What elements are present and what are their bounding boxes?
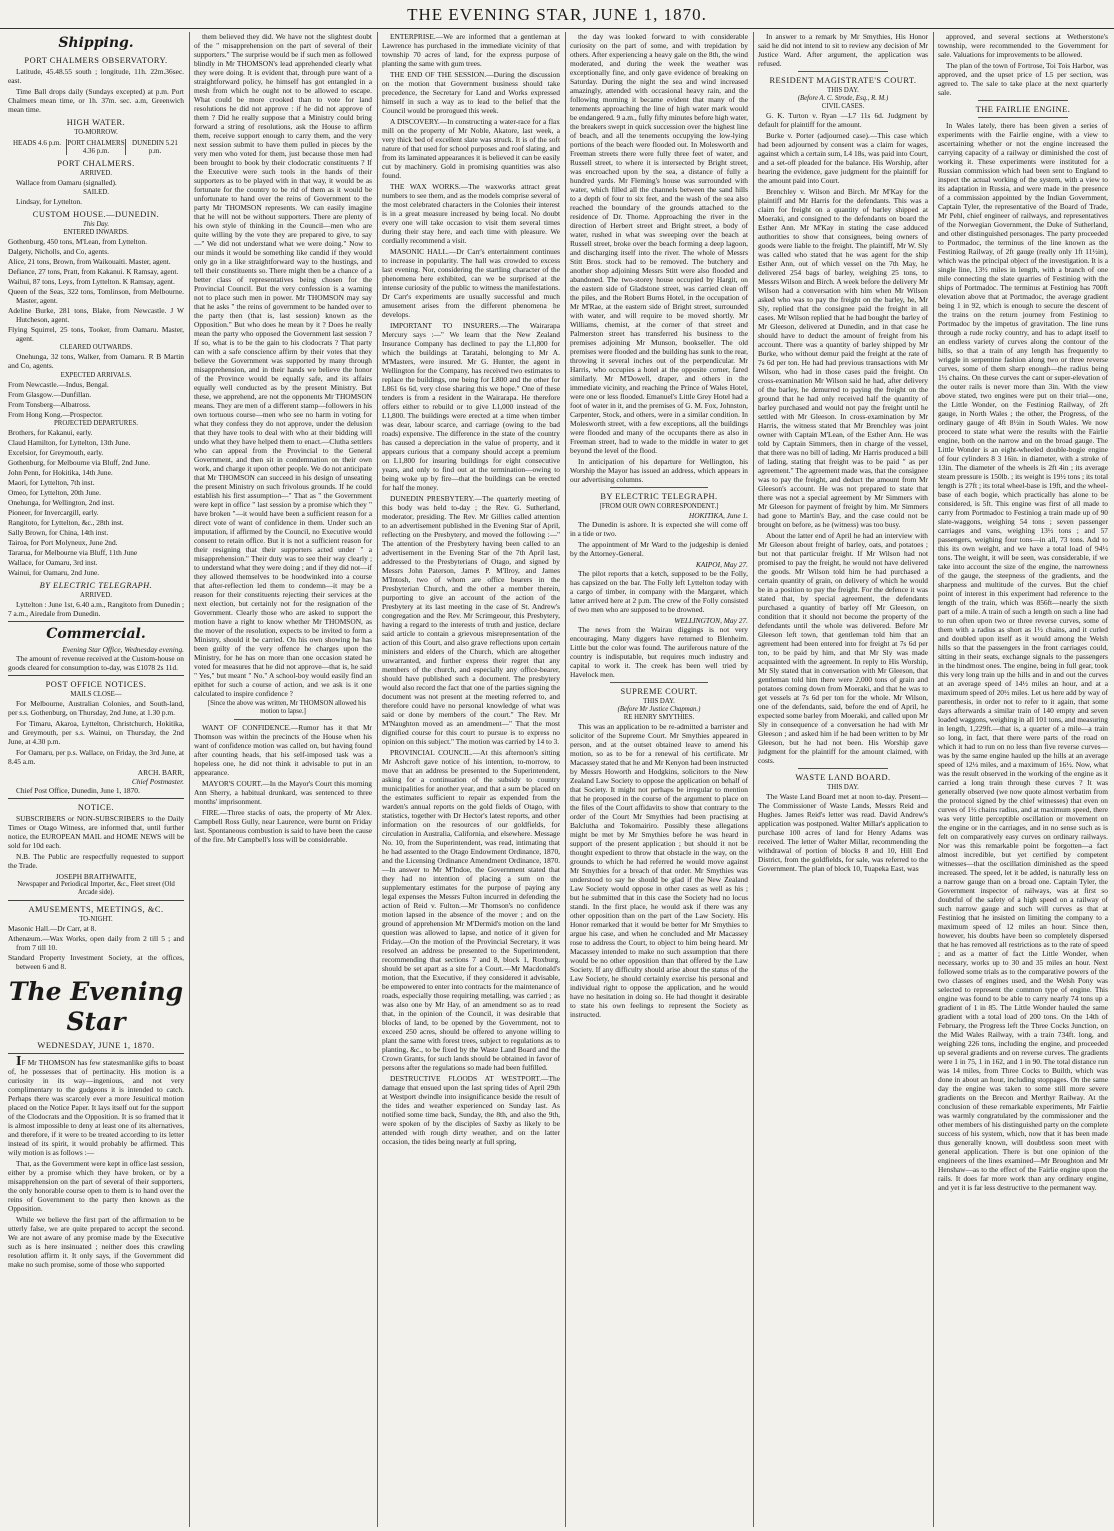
leader-text: F Mr THOMSON has few statesmanlike gifts to boast of, he possesses that of pertinacity. His motion is a curiosity in its way—ingenious, and not very complimentary to the gudgeons it is intended to catch. Perhaps there was scarcely ever a more Jesuitical motion placed on the Notice Paper. It lays itself out for the support of the Clodocrats and the Opposition. It is so framed that it is almost impossible to deny at least one of its alternatives, and therefore, if it were to be treated according to its letter instead of its spirit, it would probably be affirmed. This wily motion is as follows :— (8, 1058, 184, 1157)
list-item: Queen of the Seas, 322 tons, Tomlinson, from Melbourne. Master, agent. (8, 287, 184, 305)
telegraph-text: Lyttelton : June 1st, 6.40 a.m., Rangitoto from Dunedin ; 7 a.m., Airedale from Dunedin. (8, 600, 184, 618)
amusements-heading: AMUSEMENTS, MEETINGS, &C. (28, 905, 164, 914)
kaipoi-dateline: KAIPOI, May 27. (695, 560, 748, 569)
divider (978, 117, 1068, 118)
list-item: Tararua, for Melbourne via Bluff, 11th June (8, 548, 138, 557)
post-item: For Melbourne, Australian Colonies, and South-land, per s.s. Gothenburg, on Thursday, 2nd June, at 1.30 p.m. (8, 699, 184, 717)
list-item: Sally Brown, for China, 14th inst. (8, 528, 109, 537)
telegraph-arrived: ARRIVED. (80, 592, 112, 599)
list-item: John Penn, for Hokitika, 14th June. (8, 468, 113, 477)
waste-land-heading: WASTE LAND BOARD. (795, 773, 891, 782)
arrived-label: ARRIVED. (80, 170, 112, 177)
list-item: Athenæum.—Wax Works, open daily from 2 till 5 ; and from 7 till 10. (8, 934, 184, 952)
kaipoi-text: The pilot reports that a ketch, supposed to be the Folly, has capsized on the bar. The Folly left Lyttelton today with a cargo of timber, in company with the Margaret, which latter arrived here at 2 p.m. The crew of the Folly consisted of two men who are supposed to be drowned. (570, 569, 748, 614)
divider (8, 1053, 184, 1054)
column-3 (382, 32, 560, 1527)
article-discovery: A DISCOVERY.—In constructing a water-race for a flax mill on the property of Mr Noble, Akatore, last week, a very thick bed of excellent slate was struck. It is of the soft nature of that used for school purposes and roof slating, and from its laminated appearances it is believed it can be easily cut by machinery. Gold in promising quantities was also found. (382, 117, 560, 180)
post-heading: POST OFFICE NOTICES. (45, 680, 147, 689)
waste-land-day: THIS DAY. (827, 784, 859, 791)
list-item: Waihui, 87 tons, Leys, from Lyttelton. K Ramsay, agent. (8, 277, 175, 286)
divider (234, 719, 332, 720)
commercial-heading: Commercial. (46, 626, 146, 642)
list-item: Maori, for Lyttelton, 7th inst. (8, 478, 95, 487)
supreme-court-heading: SUPREME COURT. (620, 687, 698, 696)
post-sign: ARCH. BARR, (137, 768, 184, 777)
time-ball-text: Time Ball drops daily (Sundays excepted) at p.m. Port Chalmers mean time, or 1h. 37m. sec. a.m, Greenwich mean time. (8, 87, 184, 114)
post-item: For Timaru, Akaroa, Lyttelton, Christchurch, Hokitika, and Greymouth, per s.s. Wainui, on Thursday, the 2nd June, at 4.30 p.m. (8, 719, 184, 746)
wellington-text: The news from the Wairau diggings is not very encouraging. Many diggers have returned to Blenheim. Little but the color was found. The auriferous nature of the country is indisputable, but requires much industry and capital to work it. The creek has been well tried by Havelock men. (570, 625, 748, 679)
list-item: Onehunga, for Wellington, 2nd inst. (8, 498, 115, 507)
list-item: Claud Hamilton, for Lyttelton, 13th June. (8, 438, 131, 447)
column-rule (377, 32, 378, 1527)
supreme-court-day: THIS DAY. (643, 698, 675, 705)
observatory-heading: PORT CHALMERS OBSERVATORY. (24, 56, 168, 65)
entered-label: ENTERED INWARDS. (63, 229, 129, 236)
dateline: WEDNESDAY, JUNE 1, 1870. (37, 1041, 155, 1050)
customs-heading: CUSTOM HOUSE.—DUNEDIN. (32, 210, 160, 219)
divider (8, 900, 184, 901)
article-westport-floods: DESTRUCTIVE FLOODS AT WESTPORT.—The damage that ensued upon the last spring tides of April 29th at Westport dwindle into insignificance beside the result of the tides and weather experienced on Sunday last. As notified some time back, Sunday, the 8th, and also the 9th, were spoken of by the disciples of Saxby as likely to be attended with rough dirty weather, and on the latter occasion, the tides being nearly at full spring, (382, 1074, 560, 1146)
divider (798, 71, 888, 72)
supreme-court-case: RE HENRY SMYTHIES. (623, 714, 695, 721)
list-item: Masonic Hall.—Dr Carr, at 8. (8, 924, 97, 933)
commercial-office: Evening Star Office, Wednesday evening. (62, 645, 184, 654)
departures-label: PROJECTED DEPARTURES. (54, 420, 138, 427)
customs-day: This Day. (82, 221, 110, 228)
mails-close: MAILS CLOSE— (70, 691, 122, 698)
divider (798, 768, 888, 769)
list-item: Standard Property Investment Society, at the offices, between 6 and 8. (8, 953, 184, 971)
list-item: Rangitoto, for Lyttelton, &c., 28th inst. (8, 518, 124, 527)
divider (8, 621, 184, 622)
port-heading: PORT CHALMERS. (57, 159, 135, 168)
telegraph-heading-2: BY ELECTRIC TELEGRAPH. (600, 492, 718, 501)
evening-star-banner: The Evening Star (8, 977, 184, 1036)
divider (8, 675, 184, 676)
tomorrow-label: TO-MORROW. (74, 129, 118, 136)
fortrose-text: The plan of the town of Fortrose, Toi Tois Harbor, was approved, and the upset price of L5 per section, was agreed to. The sale to take place at the next quarterly sale. (938, 61, 1108, 97)
divider (610, 487, 708, 488)
article-mayors-court: MAYOR'S COURT.—In the Mayor's Court this morning Ann Sherry, a habitual drunkard, was sentenced to three months' imprisonment. (194, 779, 372, 806)
column-rule (753, 32, 754, 1527)
article-wax-works: THE WAX WORKS.—The waxworks attract great numbers to see them, and as the models comprise several of the most celebrated characters in the Colonies their interest is in a great measure increased by being local. No doubt every one will take occasion to visit them several times during their stay here, and each time with pleasure. We cordially recommend a visit. (382, 182, 560, 245)
departures-list (8, 428, 184, 577)
tide-heads: HEADS 4.6 p.m. (12, 139, 62, 147)
leader-quote: That, as the Government were kept in office last session, either by a promise which they have broken, or by a misapprehension on the part of several of their supporters, the only honorable course open to them is to hand over the reins of Government to the party then known as the Opposition. (8, 1159, 184, 1213)
column-rule (933, 32, 934, 1527)
list-item: From Tonsberg—Albatross. (8, 400, 91, 409)
civil-case: G. K. Turton v. Ryan —L7 11s 6d. Judgment by default for plaintiff for the amount. (758, 111, 928, 129)
cleared-label: CLEARED OUTWARDS. (59, 344, 133, 351)
commercial-text: The amount of revenue received at the Custom-house on goods cleared for consumption to-day, was £1078 2s 11d. (8, 654, 184, 672)
observatory-text: Latitude, 45.48.55 south ; longitude, 11h. 22m.36sec. east. (8, 67, 184, 85)
newspaper-columns (8, 32, 1108, 1527)
amusements-list (8, 924, 184, 971)
list-item: Alice, 21 tons, Brown, from Waikouaiti. Master, agent. (8, 257, 171, 266)
list-item: Pioneer, for Invercargill, early. (8, 508, 99, 517)
post-item: For Oamaru, per p.s. Wallace, on Friday, the 3rd June, at 8.45 a.m. (8, 748, 184, 766)
article-masonic-hall: MASONIC HALL.—Dr Carr's entertainment continues to increase in popularity. The hall was crowded to excess last evening. Nor, considering the startling character of the phenomena here exhibited, can we be surprised at the intense curiosity of the public to witness the manifestations. Dr Carr's experiments are usually successful and much amusement arises from the different phenomena he develops. (382, 247, 560, 319)
article-fire: FIRE.—Three stacks of oats, the property of Mr Alex. Campbell Ross Gully, near Laurence, were burnt on Friday last. Spontaneous combustion is said to have been the cause of the fire. Mr Campbell's loss will be considerable. (194, 808, 372, 844)
rm-court-day: THIS DAY. (827, 87, 859, 94)
telegraph-heading: BY ELECTRIC TELEGRAPH. (39, 581, 153, 590)
leader-paragraph (8, 1054, 184, 1157)
leader-body: them believed they did. We have not the slightest doubt of the " misapprehension on the part of several of their supporters." The surprise would be if such men as followed blindly in Mr THOMSON's lead apprehended clearly what they were doing. It is evident that, through pure want of a straightforward policy, he himself has got entangled in a mesh from which he ought not to be allowed to escape. What could be more crooked than to vote for land resolutions he did not approve : if he did not approve of them ? Did he really suppose that a Ministry could bring forward a string of resolutions, ask the House to affirm them, receive support enough to carry them, and the very next session submit to have them pulled in pieces by the very men who voted for them, just because those men had been brought to book by their clodocratic constituents ? If the Executive were such tools in the hands of their supporters as to be played with in that way, it would be as fortunate for the country to be rid of them as it would be unfortunate to hand over the reins of Government to the party Mr THOMSON represents. We can easily imagine that he will not be without supporters. There are plenty of his own style of thinking in the Council—men who are quite willing by the vote they are prepared to give, to say—" We did not understand what we were doing." Now to our minds it would be something like candid if they would only go in a like straightforward way to the hustings, and tell their constituents so. There might then be a chance of a better class of representatives being chosen for the Provincial Council. But the very confession is a warning not to place such men in power. Mr THOMSON may say that he asks " the reins of government to be handed over to the party then (that is, last session) known as the Opposition." But who does he mean by it ? Does he really mean the party who opposed the Government last session ? If so, what is to be the gain to his clodocrats ? That party can with a safe conscience affirm by their votes that they believe the Government was supported by many through misapprehension, and in their hands we believe the honor of the Province would be equally safe, and its affairs equally well conducted as by the present Ministry. But these, we apprehend, are not the opponents Mr THOMSON means. They are men of a different stamp—followers in his own tortuous course—men who see no harm in voting for what they confess they do not approve, under the delusion that they have tools to deal with who at their bidding will undo what they have helped them to enact.—Clutha settlers who can appeal from the Provincial to the General Government, and then sit in condemnation on their own work, and charge it upon other people. We do not anticipate that Mr THOMSON can succeed in his design of unseating the present Ministry on such frivolous grounds. If he could establish his first assumption—" That as " the Government were kept in office " last session by a promise which they " have broken "—it would have been a sufficient reason for a direct vote of want of confidence in them. Under such an imputation, if affirmed by the Council, no Executive would consent to retain office. But it is not a sufficient reason for their resigning that their supporters acted under " a misapprehension." Their duty was to see their way clearly ; to understand what they were doing ; and if they did not—if they allowed themselves to be hoodwinked into a course that after-reflection led them to condemn—it may be a reason for their constituents rejecting their services at the next election, but certainly not for the resignation of the Government. Clearly those who are asked to support the motion have a right to know whether Mr THOMSON, as the mover of the resolution, expects to be invited to form a Ministry, should it be carried. On his own showing he has been guilty of the very offence he charges upon the Ministry, for he has on more than one occasion stated he voted for measures that he did not approve—that is, he said " Yes," but meant " No." A school-boy would easily find an epithet for such a course of action, and we ask is it one calculated to inspire confidence ? (194, 32, 372, 698)
post-office: Chief Post Office, Dunedin, June 1, 1870. (16, 786, 140, 795)
list-item: Adeline Burke, 281 tons, Blake, from Newcastle. J W Hutcheson, agent. (8, 306, 184, 324)
tide-dunedin: DUNEDIN 5.21 p.m. (125, 139, 184, 155)
civil-cases-label: CIVIL CASES. (821, 103, 865, 110)
hokitika-dateline: HOKITIKA, June 1. (688, 511, 748, 520)
list-item: Gothenburg, 450 tons, M'Lean, from Lyttelton. (8, 237, 147, 246)
editor-note: [Since the above was written, Mr THOMSON allowed his motion to lapse.] (207, 700, 367, 715)
expected-label: EXPECTED ARRIVALS. (60, 372, 132, 379)
fairlie-text: In Wales lately, there has been given a series of experiments with the Fairlie engine, with a view to ascertaining whether or not the engine increased the carrying capacity of a railway or diminished the cost of working it. These experiments were instituted for a Russian commission which had been sent to England to inspect the actual working of the system, with a view to its adaptation in Russia, and were made in the presence of a commission appointed by the Indian Government, Captain Tyler, the representative of the Board of Trade, Mr Pehl, chief engineer of railways, and representatives of the Norwegian Government, the Duke of Sutherland, and other distinguished personages. The party proceeded to Portmadoc, the terminus of the line known as the Festiniog Railway, of 2ft gauge (really only 1ft 11½in), which was the principal object of the investigation. It is a single line, 13½ miles in length, with a branch of one mile connecting the slate quarries of Festiniog with the ships of Portmadoc. The terminus at Festiniog has 700ft elevation above that at Portmadoc, the average gradient being 1 in 92, which is enough to secure the descent of the trains on the return journey from Festiniog to Portmadoc by the impetus of gravitation. The line runs through a rude rocky country, and has to adapt itself to an endless variety of curves along the contour of the hills, so that a train of any length has frequently to wriggle in serpentine fashion along two or three reverse curves, some of them sharp enough—the radius being 1½ chains. On these curves the cant or super-elevation of the outer rails is never more than 3in. With the view above stated, two engines were put on their trial—one, the Little Wonder, on the Festiniog Railway, of 2ft gauge, in North Wales ; the other, the Progress, of the ordinary gauge of 4ft 8½in in South Wales. We now proceed to state what were the results with the Fairlie engine, both on the narrow and on the broad gauge. The Little Wonder is an eight-wheeled double-bogie engine of four cylinders 8 3 16in. in diameter, with a stroke of 13in. The diameter of the wheels is 2ft 4in ; its average steam pressure is 150lb. ; its weight is 19½ tons ; its total length is 27ft ; its total wheel-base is 19ft, and the wheel-base of each bogie, which practically has alone to be considered, is 5ft. This engine was first of all made to carry from Portmadoc to Festiniog a train made up of 90 slate-waggons, weighing 54 tons ; seven passenger carriages and vans, weighing 13½ tons ; and 57 passengers, weighing four tons—in all, 73 tons. Add to this its own weight, and we have a total load of 94½ tons. The weight, it will be seen, was considerable, if we take into account the size of the engine, the narrowness of the gauge, the steepness of the gradients, and the sharpness and multitude of the curves. But the chief point of interest in this experiment had reference to the length of the train, which was 856ft—nearly the sixth part of a mile. A train of such a length on such a line had to run often upon two or three reverse curves, some of them with a radius as short as 1½ chains, and it curled and doubled upon itself as it would among the Welsh hills so that the passengers in the front carriages could, sitting in their seats, exchange signals to the passengers in the hindmost ones. The engine, being in full gear, took this very long train up the hills and in and out the curves at an average speed of 14½ miles an hour, and at a maximum speed of 20½ miles. Let us here add by way of parenthesis, in order not to refer to it again, that some days afterwards a similar train of 140 empty and seven loaded waggons, weighing in all 101 tons, and measuring in length, 1,229ft.—that is, a quarter of a mile—a train so long, in fact, that there were parts of the road on which it had to run on no less than five reverse curves—was by the same engine hauled up the hills at an average speed of 12¼ miles, and a maximum of 16½. Now, what was the result observed in the working of the engine as it carried a long train through these curves ? It was generally observed (we now quote almost verbatim from the protocol signed by the chief witnesses) that even on curves of 1½ chains radius, and at maximum speed, there was very little perceptible oscillation or movement on the engine or in the carriages, and in no sense such as is felt on comparatively easy curves on ordinary railways. Nor was this remarkable point be forgotten—a fact almost incredible, but yet certified by competent witnesses—that the oscillation diminished as the speed increased. The speed, let it be added, is naturally less on a narrow gauge than on a broad one. Captain Tyler, the Government inspector of railways, was at first so doubtful of the safety of a high speed on a railway of such narrow gauge and such will curves as that at Festiniog that he insisted on limiting the company to a maximum speed of 12 miles an hour. Since then, however, his doubts have been so completely dispersed that he has removed all restrictions as to the rate of speed ; and as a matter of fact the Little Wonder, when necessary, works up to 30 and 35 miles an hour. Next followed some trials as to the comparative powers of the two classes of engines used, and the Welsh Pony was selected to represent the common type of engine. This engine was found to be able to carry nearly 74 tons up a gradient of 1 in 85. The Little Wonder hauled the same gradient with a total load of 200 tons. On the 14th of February, the Progress left the Three Cocks Junction, on the Mid Wales Railway, with a train 734ft. long, and weighing 226 tons, including the engine, and proceeded up several gradients and on reverse curves. The gradients were 1 in 75, 1 in 162, and 1 in 90. The total distance run was 14 miles, from Three Cocks to Builth, which was done in about an hour, including stoppages. On the same day the engine was taken to some still more severe gradients on the Brecon and Merthyr Railway. At the conclusion of these remarkable experiments, Mr Fairlie was warmly congratulated by the commissioner and the other members of his distinguished party on the complete success of his system, which, now that it has been made thus generally known, will doubtless soon meet with general application. There is but one opinion of the engineers of the lines examined—Mr Broughton and Mr Henshaw—as to the effect of the Fairlie engine upon the rails. It does far more work than any ordinary engine, and yet it is far less destructive to the permanent way. (938, 121, 1108, 1192)
arrived-text: Wallace from Oamaru (signalled). (16, 178, 117, 187)
list-item: Wallace, for Oamaru, 3rd inst. (8, 558, 98, 567)
hokitika-text: The Dunedin is ashore. It is expected she will come off in a tide or two. (570, 520, 748, 538)
list-item: Brothers, for Kakanui, early. (8, 428, 93, 437)
waste-land-text: The Waste Land Board met at noon to-day. Present—The Commissioner of Waste Lands, Messrs Reid and Hughes. James Reid's letter was read. David Andrew's application was postponed. Walter Millar's application to purchase 100 acres of land for Henry Adams was received. The letter of Walter Millar, recommending the withdrawal of portion of blocks 8 and 10, Hill End District, from the goldfields, for sale, was referred to the Government. The plan of block 10, Tuapeka East, was (758, 792, 928, 873)
column-2 (194, 32, 372, 1527)
article-presbytery: DUNEDIN PRESBYTERY.—The quarterly meeting of this body was held to-day ; the Rev. G. Sutherland, moderator, presiding. The Rev. Mr Gillies called attention to an advertisement published in the Evening Star of April, reflecting on the Presbytery, and moved the following :—" The attention of the Presbytery having been called to an advertisement in the Evening Star of the 7th April last, addressed to the Presbyterians of Otago, and signed by Messrs John Paterson, James P. M'Ilroy, and James M'Intosh, two of whom are office bearers in the Presbyterian Church, and the other a member therein, purporting to give an account of the action of the Presbytery at its last meeting in the case of St. Andrew's congregation and the Rev. Mr Scrimgeour, this Presbytery, having a regard to the interests of truth and justice, declare said article to contain a grievous misrepresentation of the action of this Court, and also grave reflections upon certain ministers and elders of the Church, which are altogether unwarranted, and further express their regret that any members of the church, and especially any office-bearer, should have published such a document. The presbytery would also record the fact that one of the parties signing the document was not present at the meeting referred to, and therefore could have no personal knowledge of what was said or done by members of the court." The Rev. Mr M'Naughton moved as an amendment—" That the most dignified course for this court to pursue is to express no opinion on this subject." The motion was carried by 14 to 3. (382, 494, 560, 746)
list-item: Omeo, for Lyttelton, 20th June. (8, 488, 101, 497)
masthead-title: THE EVENING STAR, JUNE 1, 1870. (407, 5, 707, 24)
high-water-heading: HIGH WATER. (66, 118, 126, 127)
entered-list (8, 237, 184, 343)
expected-list (8, 380, 184, 419)
list-item: Excelsior, for Greymouth, early. (8, 448, 104, 457)
tonight-label: TO-NIGHT. (79, 916, 113, 923)
notice-sign-2: Newspaper and Periodical Importer, &c., Fleet street (Old Arcade side). (17, 881, 175, 896)
article-want-of-confidence: WANT OF CONFIDENCE.—Rumor has it that Mr Thomson was within the precincts of the House when his want of confidence motion was called on, but having found after counting heads, that his self-imposed task was a hopeless one, he did not think it advisable to put in an appearance. (194, 723, 372, 777)
notice-heading: NOTICE. (77, 803, 115, 812)
post-sign-title: Chief Postmaster. (131, 777, 184, 786)
notice-text: SUBSCRIBERS or NON-SUBSCRIBERS to the Daily Times or Otago Witness, are informed that, until further notice, the EUROPEAN MAIL and HOME NEWS will be sold for 10d each. (8, 814, 184, 850)
list-item: Wainui, for Oamaru, 2nd June. (8, 568, 100, 577)
supreme-court-text: This was an application to be re-admitted a barrister and solicitor of the Supreme Court. Mr Smythies appeared in person, and at the outset obtained leave to amend his motion, so as to be for a renewal of his certificate. Mr Macassey stated that he and Mr Kenyon had been instructed by Messrs Howorth and Hodgkins, solicitors to the New Zealand Law Society to oppose the application on behalf of that Society. It might not perhaps be irregular to mention that he proposed in the course of the argument to place on the files of the Court affidavits to show that contrary to the order of the Court Mr Smythies had been practising at Balclutha and Tokomairiro. Possibly these allegations might be met by Mr Smythies before he was heard in support of the present application ; but should it not be thought expedient to throw that obstacle in the way, on the grounds to which he had referred he would move against Mr Smythies for a breach of that order. Mr Smythies was understood to say he should be glad if the New Zealand Law Society would oppose in other cases as well as his ; but he submitted that in this case the Society had no locus standi. In the first place, he would ask if there was any other opposition than on the part of the Law Society. His Honor remarked that it would be better for Mr Smythies to argue his case, and when he concluded and Mr Macassey rose to address the Court, to object to him being heard. Mr Macassey intended to make no such assumption that there would be no other opposition than that offered by the Law Society. If any difficulty should arise about the status of the Law Society, he should certainly exercise his personal and individual right to oppose the application, and he would have no hesitation in doing so. He had thought it desirable to state his own feelings to represent the Society as instructed. (570, 722, 748, 1019)
civil-case: Brenchley v. Wilson and Birch. Mr M'Kay for the plaintiff and Mr Harris for the defendants. This was a claim for freight on a quantity of barley shipped at Moeraki, and consigned to the defendants on board the Esther Ann. Mr M'Kay in stating the case adduced authorities to show that consignees, being owners of goods were liable to the freight. The plaintiff, Mr W. Sly was called who stated that he was agent for the ship Esther Ann, out of which vessel on the 7th May, he delivered 254 bags of barley, weighing 25 tons, to Messrs Wilson and Birch. A week before the delivery Mr Wilson had a conversation with him when Mr Wilson asked who was to pay the freight on the barley, he, Mr Sly, replied that the consignee paid the freight in all cases. Mr Wilson replied that he had bought the barley of Mr Gleeson, delivered at Dunedin, and in that case he should have to deduct the amount of freight from his account. There was a quantity of barley shipped by Mr Burke, who without demur paid the freight at the rate of 7s 6d per ton. He had had previous transactions with Mr Wilson, who had in those cases paid the freight. On cross-examination Mr Wilson said he had, after delivery of the barley, he demurred to paying the freight on the ground that he had only received half the quantity of barley purchased and would not pay the freight until he settled with Mr Gleeson. In cross-examination by Mr Harris, the witness stated that Mr Brenchley was joint owner with Captain M'Lean, of the Esther Ann. He was told by Captain Simmers, then in charge of the vessel, that there was no bill of lading. Mr Harris produced a bill of lading, stating that freight was to be paid " as per agreement." The agreement made was, that the consignee was to pay the freight, and deduct the amount from Mr Gleeson's account. He was not prepared to state that there was not a special agreement by Mr Simmers with Mr Gleeson for payment of freight by him. Mr Simmers had gone to Martin's Bay, and the case could not be brought on before, as he (witness) was too busy. (758, 187, 928, 529)
sailed-text: Lindsay, for Lyttelton. (16, 197, 83, 206)
wellington-dateline: WELLINGTON, May 27. (674, 616, 748, 625)
correspondent-label: [FROM OUR OWN CORRESPONDENT.] (599, 503, 719, 510)
civil-case: About the latter end of April he had an interview with Mr Gleeson about freight of barley, oats, and potatoes ; but not that particular freight. If Mr Wilson had not promised to pay the freight, he would not have delivered the goods. Mr Wilson told him he had purchased a certain quantity of grain, on delivery of which he would be in a position to pay the freight. For the defence it was stated that, by special agreement, the defendants purchased a quantity of barley off Mr Gleeson, on condition that it should not become the property of the defendants until the whole was delivered. Before Mr Gleeson left town, that gentleman told him that an agreement had been entered into for freight at 7s 6d per ton, to be paid by him, and that Mr Sly was made acquainted with the agreement. In reply to His Worship, Mr Sly stated that in conversation with Mr Gleeson, that gentleman told him there were 2,000 tons of grain and potatoes coming down from Moeraki, and that he was to get vessels at 7s 6d per ton for the whole. Mr Wilson, one of the defendants, said, before the end of April, he expected some barley from Moeraki, and called upon Mr Sly in consequence of a conversation he had with Mr Gleeson ; and asked him if he had been written to by Mr Gleeson, but he had not been. His Worship gave judgment for the plaintiff for the amount claimed, with costs. (758, 531, 928, 765)
column-4 (570, 32, 748, 1527)
list-item: From Hong Kong.—Prospector. (8, 410, 103, 419)
article-mayor-address: In anticipation of his departure for Wellington, his Worship the Mayor has issued an address, which appears in our advertising columns. (570, 457, 748, 484)
article-insurers: IMPORTANT TO INSURERS.—The Wairarapa Mercury says :—" We learn that the New Zealand Insurance Company has declined to pay the L1,800 for which the buildings at Taratahi, belonging to Mr A. M'Masters, were insured. Mr G. Hunter, the agent in Wellington for the Company, has received two estimates to replace the buildings, one being for L800 and the other for L861 6s 6d, very close sharing this we hope." One of these tenders is from a resident in the Wairarapa. He therefore offers either to rebuild or to give L1,000 instead of the L1,800. The buildings were erected at a time when timber was dear, labour scarce, and carriage (owing to the bad roads) expensive. The difference in the state of the country has caused a depreciation in the value of property, and it appears curious that a company should accept a premium on L1,800 for insuring buildings for eight consecutive years, and only to find out at the termination—owing to being woke up by fire—that the buildings can be erected for half the money. (382, 321, 560, 492)
masthead (0, 0, 1114, 29)
fairlie-heading: THE FAIRLIE ENGINE. (975, 105, 1071, 114)
supreme-court-before: (Before Mr Justice Chapman.) (617, 706, 701, 713)
column-5 (758, 32, 928, 1527)
article-enterprise: ENTERPRISE.—We are informed that a gentleman at Lawrence has purchased in the immediate vicinity of that township 70 acres of land, for the express purpose of planting the same with gum trees. (382, 32, 560, 68)
leader-dropcap: I (16, 1054, 22, 1069)
waste-land-continued: approved, and several sections at Wetherstone's township, were recommended to the Government for sale. Valuations for improvements to be allowed. (938, 32, 1108, 59)
list-item: From Newcastle.—Indus, Bengal. (8, 380, 109, 389)
sailed-label: SAILED. (83, 189, 109, 196)
tide-port-chalmers: PORT CHALMERS 4.36 p.m. (67, 139, 125, 155)
article-westport-continued: the day was looked forward to with considerable curiosity on the part of some, and with trepidation by others. After experiencing a heavy gale on the 8th, the wind moderated, and during the week the weather was exceptionally fine, and only gave evidence of breaking on Saturday. During the night the sea and wind increased amazingly, attended with occasional heavy rain, and the following morning it became evident that many of the tenements approaching the line of high water mark would be endangered. 9 a.m., fully fifty minutes before high water, the breakers swept in quick succession over the highest line of beach, and all the tenements occupying the low-lying portions of the beach were flooded out. In Molesworth and Freeman streets there were fully three feet of water, and Russell street, to where it is intersected by Bright street, was encroached upon by the sea, a distance of fully a hundred yards. Mr Fleming's house was surrounded with water, which filled all the channels between the sand hills to a depth of four to six feet, and the wash of the sea also reached the boundary of the grounds attached to the residence of Dr. Thorne. Approaching the river in the direction of Herbert street and Bright street, a body of water, rushed in what was sweeping over the beach at Russell street, broke over the beach forming a deep lagoon, and discharging itself into the river. The whole of Messrs Stitt Bros. stock had to be removed. The butchery and another shop adjoining Messrs Stitt were also flooded and abandoned. The two-storey house occupied by Hargit, on the eastern side of Gladstone street, was carried clean off the piles, and the Robert Burns Hotel, in the occupation of Mr M'Rae, at the eastern side of Bright street, surrounded with water, and will require to be moved shortly. Mr Williams, chemist, at the corner of that street and Palmerston street has transferred his business to the premises adjoining Mr Munson, bookseller. The old premises were flooded and the building has sunk to the rear, throwing it several inches out of the perpendicular. Mr Harris, who occupies a hotel at the opposite corner, fared similarly. Mr M'Dowell, draper, and others in the immediate vicinity, and reaching the Prince of Wales Hotel, were one or less flooded. Emanuel's Little Grey Hotel had a foot of water in it, and the premises of G. M. Fox, Johnston, Carpenter, Stock, and others, were in a similar condition. In Molesworth street, with a few exceptions, all the buildings were flooded and many of the occupants there as also in Freeman street, had to wade to the middle in water to get beyond the level of the flood. (570, 32, 748, 455)
divider (610, 682, 708, 683)
rm-court-before: (Before A. C. Strode, Esq., R. M.) (797, 95, 889, 102)
list-item: Tairoa, for Port Molyneux, June 2nd. (8, 538, 118, 547)
tide-table (8, 139, 184, 155)
supreme-court-conclusion: In answer to a remark by Mr Smythies, His Honor said he did not intend to sit to review any decision of Mr Justice Ward. After argument, the application was refused. (758, 32, 928, 68)
divider (978, 100, 1068, 101)
cleared-text: Onehunga, 32 tons, Walker, from Oamaru. R B Martin and Co, agents. (8, 352, 184, 370)
column-rule (189, 32, 190, 1527)
notice-sign: JOSEPH BRAITHWAITE, (55, 872, 137, 881)
divider (8, 798, 184, 799)
judgeship-text: The appointment of Mr Ward to the judgeship is denied by the Attorney-General. (570, 540, 748, 558)
rm-court-heading: RESIDENT MAGISTRATE'S COURT. (769, 76, 917, 85)
article-end-of-session: THE END OF THE SESSION.—During the discussion on the motion that Government business should take precedence, the Secretary for Land and Works expressed himself in such a way as to lead to the belief that the Council would be prorogued this week. (382, 70, 560, 115)
list-item: From Glasgow.—Dunfillan. (8, 390, 92, 399)
shipping-heading: Shipping. (58, 35, 134, 51)
list-item: Defiance, 27 tons, Pratt, from Kakanui. K Ramsay, agent. (8, 267, 179, 276)
leader-continued: While we believe the first part of the affirmation to be utterly false, we are quite prepared to accept the second. We are not aware of any promise made by the Executive such as is here insinuated ; neither does this crawling resolution affirm it. It only says, if the Government did make no such promise, some of those who supported (8, 1215, 184, 1269)
column-rule (565, 32, 566, 1527)
list-item: Dalgety, Nicholls, and Co, agents. (8, 247, 109, 256)
notice-nb: N.B. The Public are respectfully requested to support the Trade. (8, 852, 184, 870)
column-6 (938, 32, 1108, 1527)
list-item: Gothenburg, for Melbourne via Bluff, 2nd June. (8, 458, 150, 467)
list-item: Flying Squirrel, 25 tons, Tooker, from Oamaru. Master, agent. (8, 325, 184, 343)
civil-case: Burke v. Porter (adjourned case).—This case which had been adjourned by consent was a claim for wages, against which a certain sum, L4 18s, was paid into Court, and a set-off pleaded for the balance. His Worship, after hearing the evidence, gave judgment for the plaintiff for the amount paid into Court. (758, 131, 928, 185)
column-1 (8, 32, 184, 1527)
article-provincial-council: PROVINCIAL COUNCIL.—At this afternoon's sitting Mr Ashcroft gave notice of his intention, to-morrow, to move that an address be presented to the Superintendent, asking for a continuation of the subsidy to country municipalities for another year, and that a sum be placed on the estimates sufficient to repair as expended from the warden's annual reports on the gold fields of Otago, with statistics, together with Dr Hector's latest reports, and other information on the resources of our goldfields, for circulation in Australia, California, and elsewhere. Message No. 10, from the Superintendent, was read, intimating that he had assented to the Otago Endowment Ordinance, 1870, and the Licensing Ordinance Amendment Ordinance, 1870.—In answer to Mr M'Indoe, the Government stated that they had no intention of placing a sum on the supplementary estimates for the purpose of paying any legal expenses the Messrs Fulton incurred in defending the action of Reid v. Fulton.—Mr Thomson's no confidence motion lapsed in the absence of the mover ; and on the ground of apprehension Mr M'Dermid's motion on the land question was allowed to lapse, and notice of it given for Friday.—On the motion of the Provincial Secretary, it was resolved an address be presented to the Superintendent, recommending that sections 7 and 8, block 1, Roxburg, should be set apart as a site for a Court.—Mr Macdonald's motion, that the Executive, if they considered it advisable, be empowered to enter into contracts for the maintenance of roads, especially those requiring metalling, was carried ; as was also one by Mr Hay, of an amendment so as to read that, in the opinion of the Council, it was desirable that blocks of land, to be opened by the Government, not to exceed 250 acres, should be offered to anyone willing to plant the same with forest trees, subject to regulations as to planting, &c., to be fixed by the Waste Land Board and the Crown Grants, for such lands should be obtained in favor of persons after the regulations so made had been fulfilled. (382, 748, 560, 1072)
